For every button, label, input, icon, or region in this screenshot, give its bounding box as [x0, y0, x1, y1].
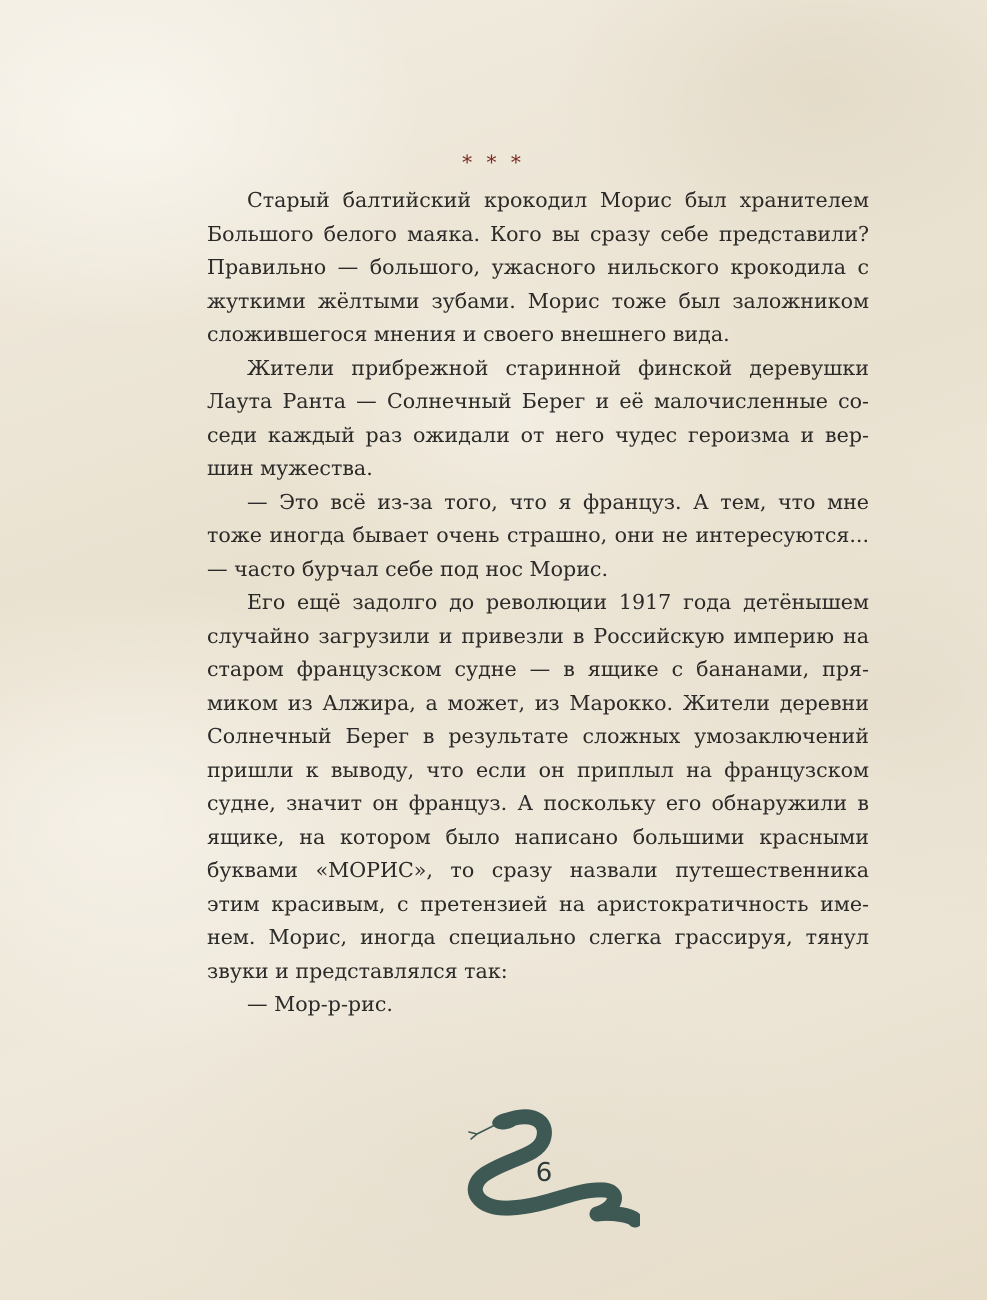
paragraph-4: Его ещё задолго до революции 1917 года детёнышем случайно загрузили и привезли в Российскую империю на старом французском судне — в ящике с бананами, прямиком из Алжира, а может, из Марокко. Жители деревни Солнечный Берег в результате сложных умозаключений пришли к выводу, что если он приплыл на французском судне, значит он француз. А поскольку его обнаружили в ящике, на котором было написано большими красными буквами «МОРИС», то сразу назвали путешественника этим красивым, с претензией на аристократичность именем. Морис, иногда специально слегка грассируя, тянул звуки и представлялся так:	[207, 590, 869, 983]
paragraph-5: — Мор-р-рис.	[247, 992, 393, 1016]
paragraph-2: Жители прибрежной старинной финской деревушки Лаута Ранта — Солнечный Берег и её малочисленные соседи каждый раз ожидали от него чудес героизма и вершин мужества.	[207, 355, 869, 480]
paragraph-1: Старый балтийский крокодил Морис был хранителем Большого белого маяка. Кого вы сразу себе представили? Правильно — большого, ужасного нильского крокодила с жуткими жёлтыми зубами. Морис тоже был заложником сложившегося мнения и своего внешнего вида.	[207, 188, 869, 346]
section-separator: * * *	[462, 150, 525, 174]
body-text	[207, 184, 869, 1022]
page-number: 6	[535, 1158, 553, 1188]
paragraph-3: — Это всё из-за того, что я француз. А тем, что мне тоже иногда бывает очень страшно, они не интересуются... — часто бурчал себе под нос Морис.	[207, 489, 869, 581]
